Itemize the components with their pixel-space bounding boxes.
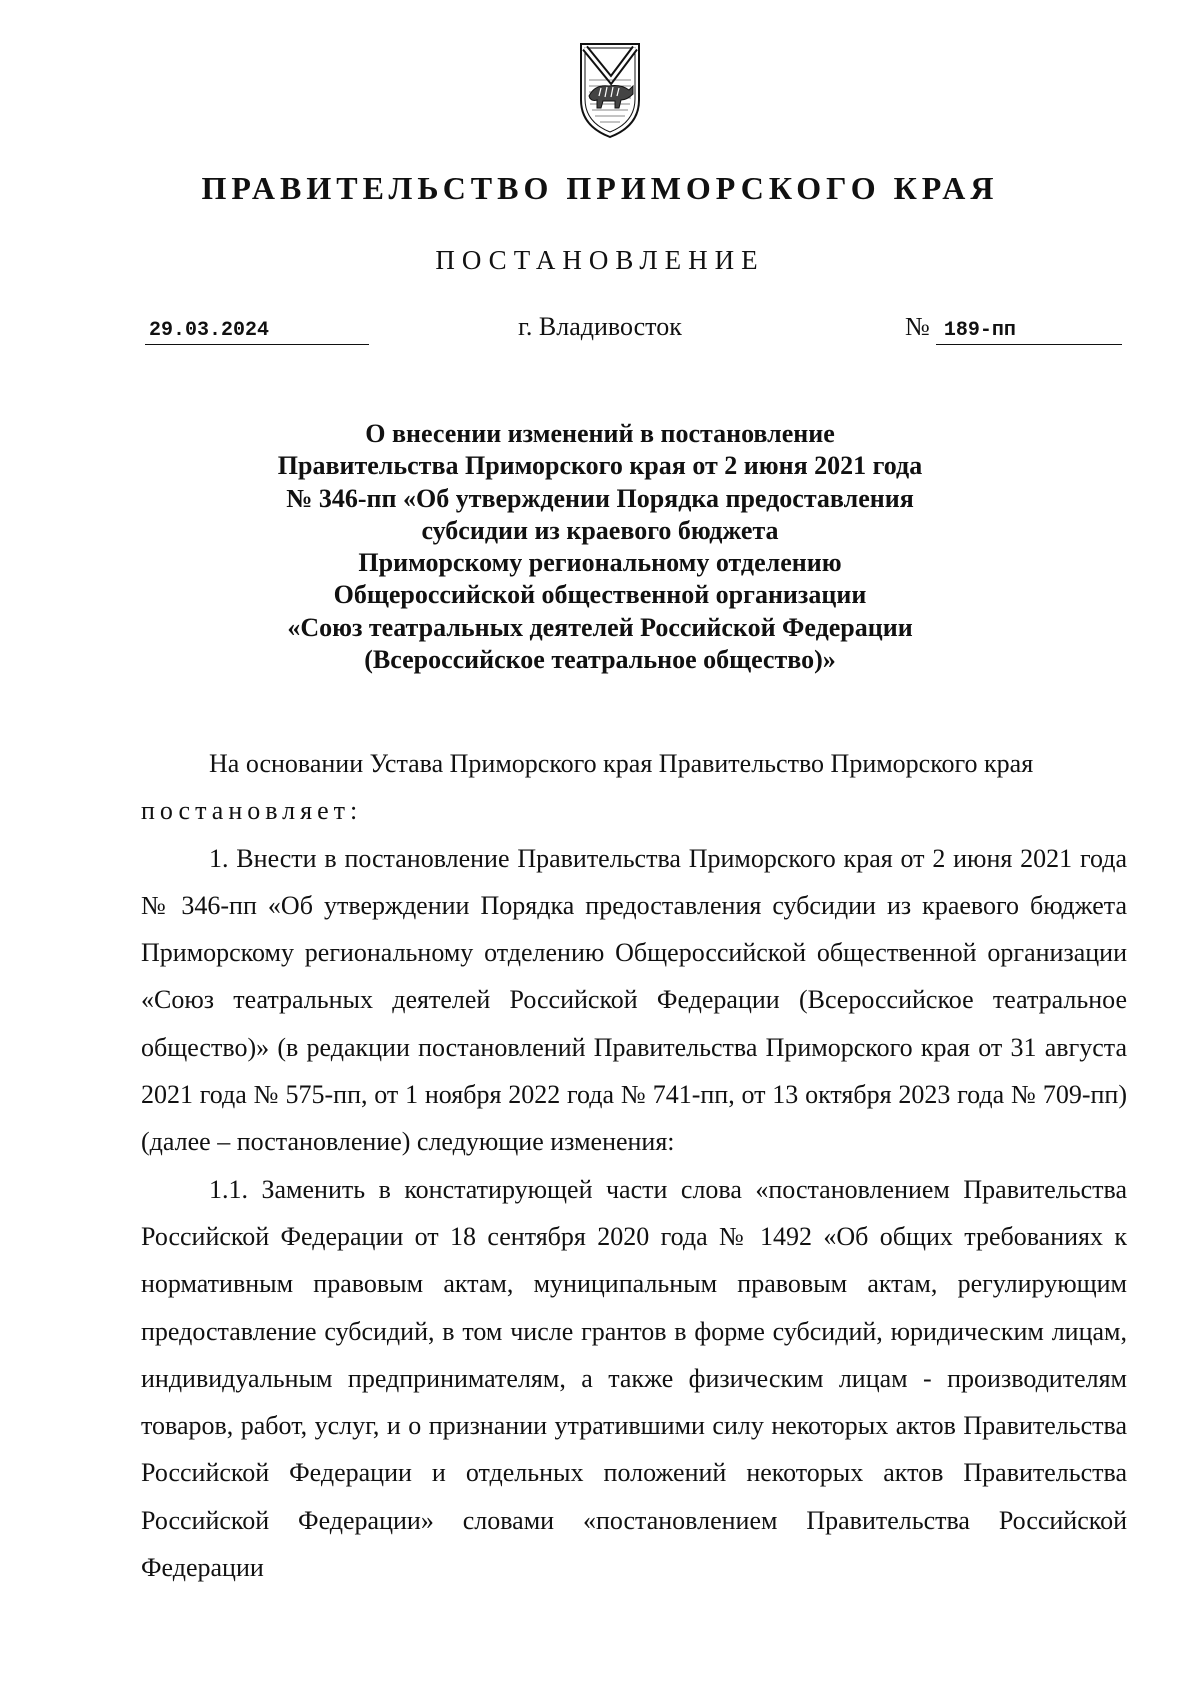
subject-line: «Союз театральных деятелей Российской Федерации bbox=[287, 612, 913, 642]
number-sign: № bbox=[905, 312, 930, 341]
document-date: 29.03.2024 bbox=[145, 318, 369, 345]
preamble-paragraph: На основании Устава Приморского края Правительство Приморского края bbox=[209, 749, 1034, 778]
subject-line: Приморскому региональному отделению bbox=[358, 548, 842, 578]
document-body bbox=[141, 740, 1127, 1591]
document-city: г. Владивосток bbox=[518, 312, 682, 341]
decree-word: постановляет: bbox=[141, 796, 363, 826]
document-number: 189-пп bbox=[936, 318, 1122, 345]
document-subject bbox=[140, 418, 1060, 676]
organization-title: ПРАВИТЕЛЬСТВО ПРИМОРСКОГО КРАЯ bbox=[201, 170, 999, 206]
subject-line: Правительства Приморского края от 2 июня 2021 года bbox=[277, 451, 923, 481]
subject-line: субсидии из краевого бюджета bbox=[421, 515, 779, 545]
document-type: ПОСТАНОВЛЕНИЕ bbox=[435, 245, 765, 275]
subject-line: Общероссийской общественной организации bbox=[333, 580, 867, 610]
subject-line: № 346-пп «Об утверждении Порядка предоставления bbox=[286, 483, 914, 513]
subject-line: О внесении изменений в постановление bbox=[365, 419, 835, 448]
item-1-paragraph: 1. Внести в постановление Правительства Приморского края от 2 июня 2021 года № 346-пп «Об утверждении Порядка предоставления субсидии из краевого бюджета Приморскому региональному отделению Общероссийской общественной организации «Союз театральных деятелей Российской Федерации (Всероссийское театральное общество)» (в редакции постановлений Правительства Приморского края от 31 августа 2021 года № 575-пп, от 1 ноября 2022 года № 741-пп, от 13 октября 2023 года № 709-пп) (далее – постановление) следующие изменения: bbox=[141, 843, 1127, 1157]
document-number-block bbox=[905, 312, 1135, 345]
item-1-1-paragraph: 1.1. Заменить в констатирующей части слова «постановлением Правительства Российской Федерации от 18 сентября 2020 года № 1492 «Об общих требованиях к нормативным правовым актам, муниципальным правовым актам, регулирующим предоставление субсидий, в том числе грантов в форме субсидий, юридическим лицам, индивидуальным предпринимателям, а также физическим лицам - производителям товаров, работ, услуг, и о признании утратившими силу некоторых актов Правительства Российской Федерации и отдельных положений некоторых актов Правительства Российской Федерации» словами «постановлением Правительства Российской Федерации bbox=[141, 1174, 1127, 1583]
decree-line bbox=[141, 787, 1127, 834]
subject-line: (Всероссийское театральное общество)» bbox=[364, 645, 836, 675]
coat-of-arms-icon bbox=[575, 40, 645, 140]
